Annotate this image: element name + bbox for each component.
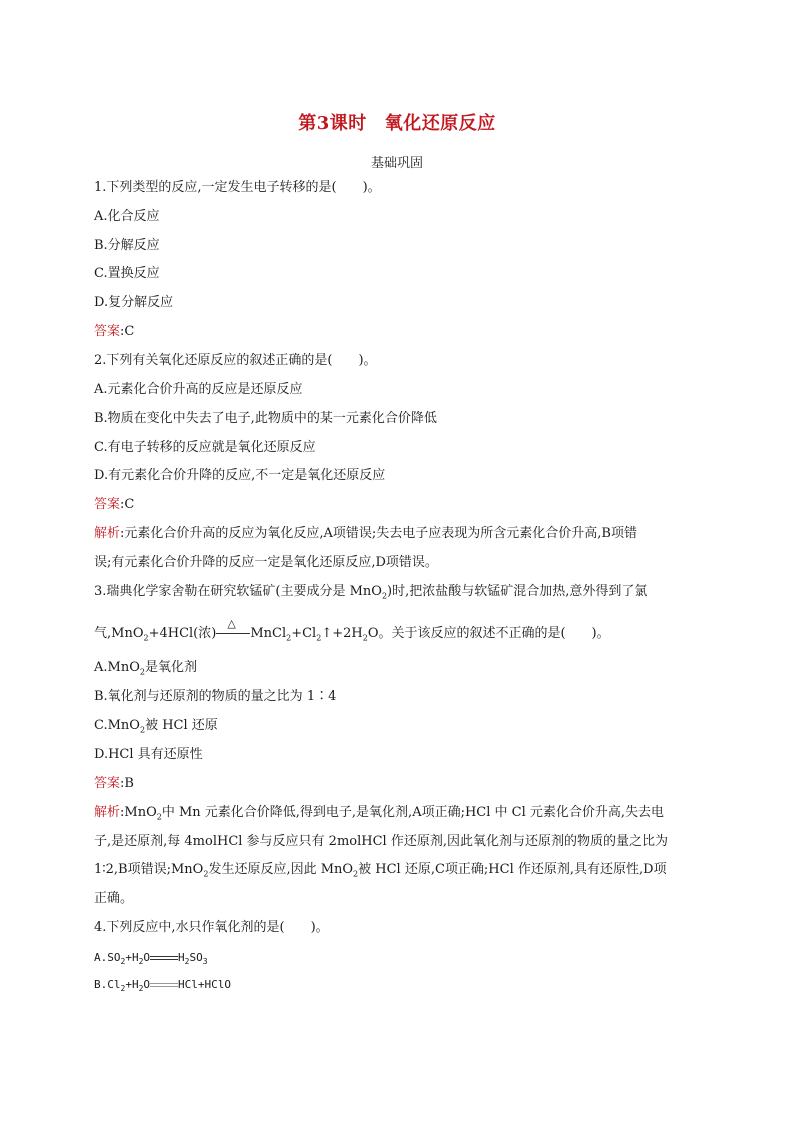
equation-text: O。关于该反应的叙述不正确的是( )。 [367,626,610,641]
q3-stem-line-1 [94,583,647,606]
subscript: 2 [138,984,144,994]
option-text: HCl+HClO [178,978,232,991]
q3-option-d: D.HCl 具有还原性 [94,747,203,762]
q3-analysis-line-2: 子,是还原剂,每 4molHCl 参与反应只有 2molHCl 作还原剂,因此氧化剂与还原剂的物质的量之比为 [94,834,668,849]
q3-option-b: B.氧化剂与还原剂的物质的量之比为 1∶4 [94,689,337,704]
answer-label: 答案 [94,497,121,512]
option-text: 是氧化剂 [144,660,197,675]
q1-option-c: C.置换反应 [94,266,160,281]
subscript: 2 [203,869,209,879]
answer-label: 答案 [94,776,121,791]
analysis-label: 解析 [94,805,121,820]
q2-analysis-line-1 [94,525,637,543]
subscript: 2 [120,957,126,967]
subscript: 2 [138,957,144,967]
subscript: 2 [381,591,388,601]
option-text: 被 HCl 还原 [145,718,218,733]
option-text: O [143,951,151,964]
option-text: +H [125,951,139,964]
q1-answer [94,323,134,341]
equation-text: +Cl [291,626,317,641]
q4-option-a [94,949,208,971]
reaction-arrow [216,616,250,639]
answer-label: 答案 [94,324,121,339]
option-text: SO [189,951,203,964]
q2-answer [94,496,134,514]
q2-option-d: D.有元素化合价升降的反应,不一定是氧化还原反应 [94,468,386,483]
equation-text: +4HCl(浓) [148,626,217,641]
q3-stem-text: 3.瑞典化学家舍勒在研究软锰矿(主要成分是 MnO [94,584,382,599]
q3-equation-line [94,616,610,648]
q3-analysis-line-3 [94,861,667,884]
equation-text: 气,MnO [94,626,144,641]
subscript: 2 [139,667,145,677]
analysis-text: :元素化合价升高的反应为氧化反应,A项错误;失去电子应表现为所含元素化合价升高,B项错 [120,526,637,541]
answer-value: :C [120,497,135,512]
section-heading: 基础巩固 [370,156,423,171]
option-text: H [178,951,185,964]
subscript: 2 [156,812,162,822]
option-text: C.MnO [94,718,140,733]
q3-stem-text: )时,把浓盐酸与软锰矿混合加热,意外得到了氯 [387,584,648,599]
q2-option-b: B.物质在变化中失去了电子,此物质中的某一元素化合价降低 [94,411,437,426]
analysis-label: 解析 [94,526,121,541]
subscript: 2 [139,725,146,735]
subscript: 2 [362,633,368,643]
q1-option-a: A.化合反应 [94,209,160,224]
subscript: 2 [184,957,190,967]
page-title [0,109,794,135]
answer-value: :C [120,324,135,339]
option-text: A.MnO [94,660,140,675]
equation-text: MnCl [250,626,287,641]
q3-answer [94,775,134,793]
equals-sign [150,981,178,989]
option-text: +H [125,978,139,991]
subscript: 3 [202,957,208,967]
analysis-text: :MnO [120,805,157,820]
lesson-topic: 氧化还原反应 [384,113,496,134]
q2-option-c: C.有电子转移的反应就是氧化还原反应 [94,440,316,455]
q4-stem: 4.下列反应中,水只作氧化剂的是( )。 [94,920,329,935]
option-text: B.Cl [94,978,121,991]
subscript: 2 [286,633,292,643]
option-text: O [143,978,151,991]
q2-option-a: A.元素化合价升高的反应是还原反应 [94,382,303,397]
q1-stem: 1.下列类型的反应,一定发生电子转移的是( )。 [94,180,381,195]
equals-sign [150,954,178,962]
q1-option-b: B.分解反应 [94,238,160,253]
subscript: 2 [353,869,359,879]
subscript: 2 [143,633,149,643]
q3-option-c [94,717,218,740]
analysis-text: 中 Mn 元素化合价降低,得到电子,是氧化剂,A项正确;HCl 中 Cl 元素化合价升高,失去电 [161,805,665,820]
q2-analysis-line-2: 误;有元素化合价升降的反应一定是氧化还原反应,D项错误。 [94,555,438,570]
q4-option-b [94,976,231,998]
lesson-number: 第3课时 [298,113,367,134]
analysis-text: 1∶2,B项错误;MnO [94,862,204,877]
q3-analysis-line-1 [94,804,664,827]
option-text: A.SO [94,951,121,964]
analysis-text: 被 HCl 还原,C项正确;HCl 作还原剂,具有还原性,D项 [358,862,667,877]
subscript: 2 [120,984,126,994]
answer-value: :B [120,776,134,791]
q1-option-d: D.复分解反应 [94,295,174,310]
q3-option-a [94,659,197,682]
equation-text: ↑+2H [321,626,363,641]
analysis-text: 发生还原反应,因此 MnO [208,862,354,877]
heat-condition: △ [227,616,236,630]
q3-analysis-line-4: 正确。 [94,891,134,906]
subscript: 2 [316,633,322,643]
q2-stem: 2.下列有关氧化还原反应的叙述正确的是( )。 [94,353,377,368]
